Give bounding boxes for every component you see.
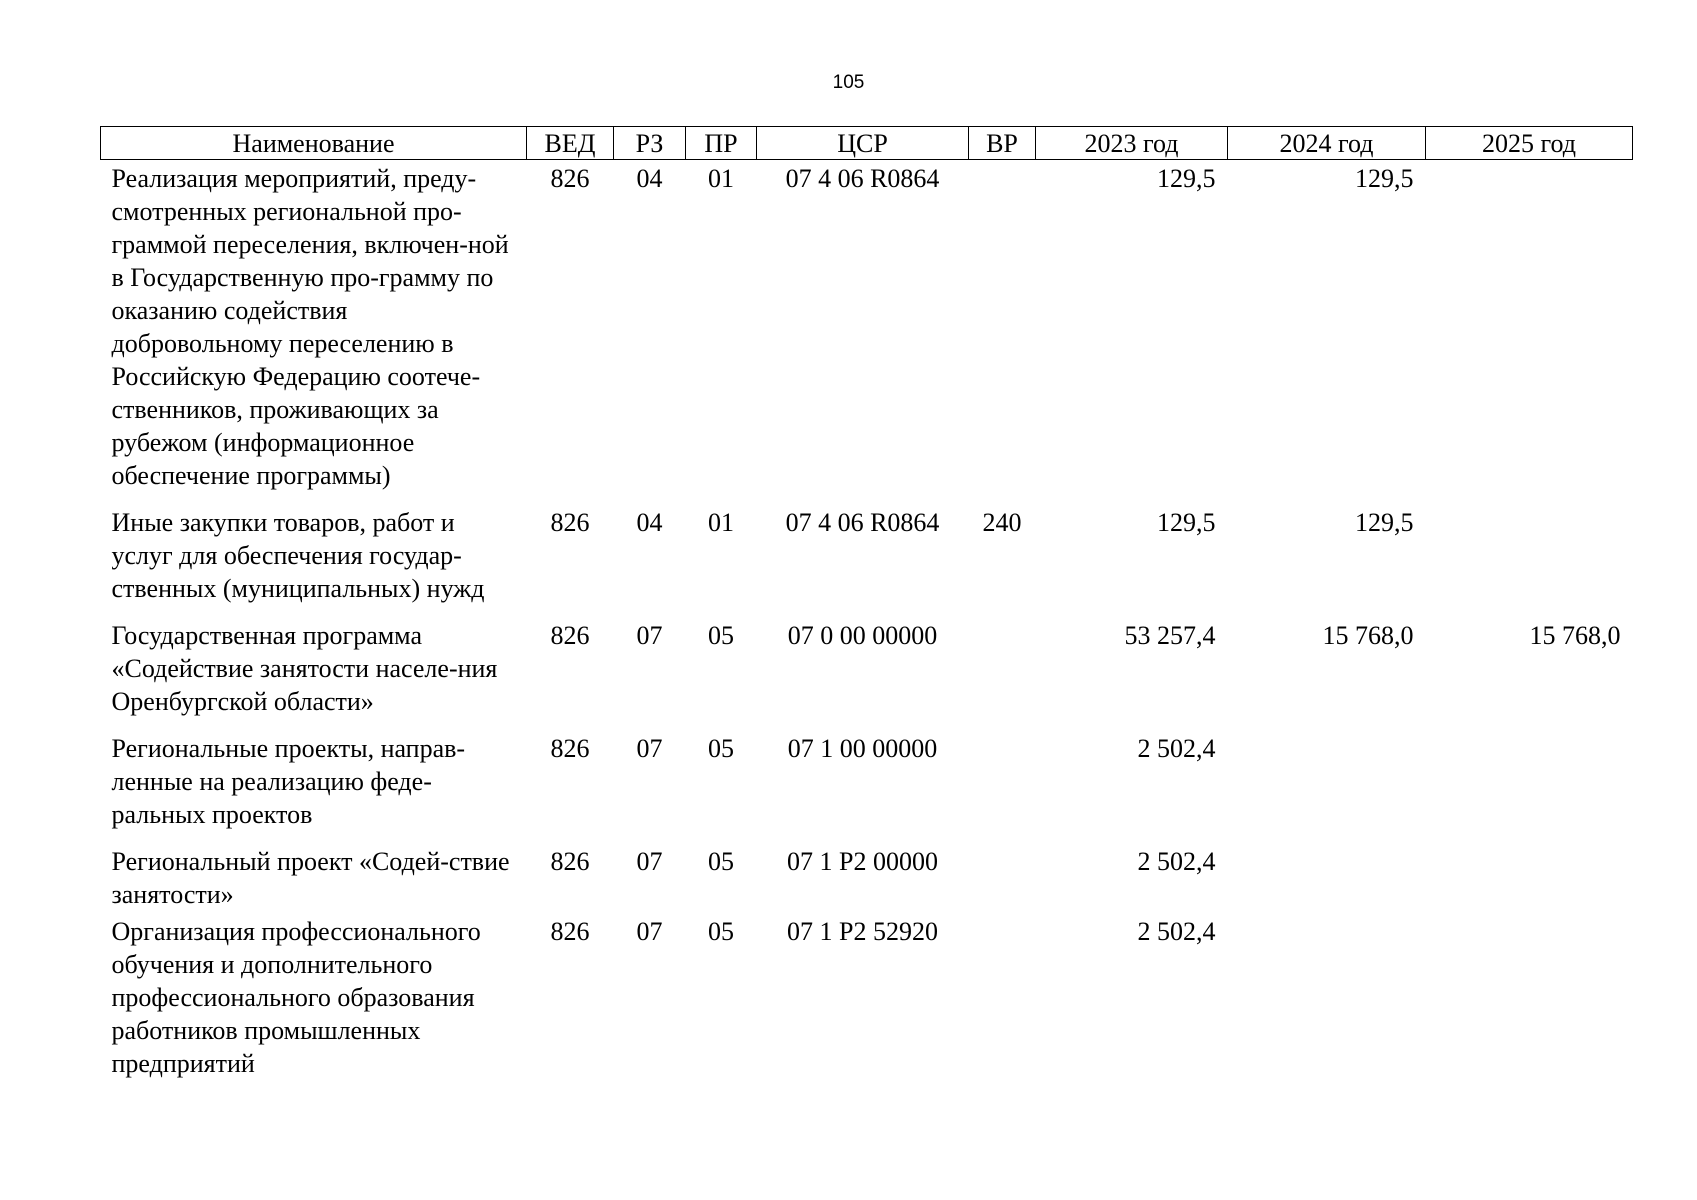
cell-rz: 07 xyxy=(636,734,663,763)
cell-ved: 826 xyxy=(550,847,590,876)
table-row xyxy=(101,619,1633,732)
cell-vr xyxy=(969,915,1036,1094)
cell-rz: 04 xyxy=(636,164,663,193)
cell-2023: 53 257,4 xyxy=(1124,621,1216,650)
cell-name: Региональный проект «Содей-ствие занятости» xyxy=(111,847,510,909)
cell-vr xyxy=(969,619,1036,732)
header-rz: РЗ xyxy=(614,127,686,160)
cell-name: Иные закупки товаров, работ и услуг для обеспечения государ-ственных (муниципальных) нужд xyxy=(111,508,485,603)
table-body xyxy=(101,160,1633,1095)
cell-name: Государственная программа «Содействие занятости населе-ния Оренбургской области» xyxy=(111,621,498,716)
cell-2024 xyxy=(1228,845,1426,915)
table-row xyxy=(101,845,1633,915)
cell-2023: 129,5 xyxy=(1157,508,1216,537)
cell-2025: 15 768,0 xyxy=(1529,621,1621,650)
cell-pr: 05 xyxy=(708,734,734,763)
cell-pr: 05 xyxy=(708,621,734,650)
page-number: 105 xyxy=(832,72,865,93)
header-vr: ВР xyxy=(969,127,1036,160)
header-name: Наименование xyxy=(101,127,527,160)
cell-2023: 2 502,4 xyxy=(1137,847,1216,876)
cell-2023: 2 502,4 xyxy=(1137,917,1216,946)
header-csr: ЦСР xyxy=(757,127,969,160)
cell-csr: 07 1 P2 00000 xyxy=(787,847,938,876)
header-2023: 2023 год xyxy=(1036,127,1228,160)
budget-table xyxy=(100,126,1633,1094)
cell-2023: 2 502,4 xyxy=(1137,734,1216,763)
cell-2025 xyxy=(1426,506,1633,619)
header-ved: ВЕД xyxy=(527,127,614,160)
cell-pr: 01 xyxy=(708,164,734,193)
table-header xyxy=(101,127,1633,160)
cell-csr: 07 4 06 R0864 xyxy=(785,508,940,537)
cell-ved: 826 xyxy=(550,917,590,946)
table-row xyxy=(101,160,1633,507)
cell-csr: 07 1 00 00000 xyxy=(787,734,938,763)
cell-ved: 826 xyxy=(550,734,590,763)
cell-vr xyxy=(969,845,1036,915)
cell-ved: 826 xyxy=(550,508,590,537)
cell-2023: 129,5 xyxy=(1157,164,1216,193)
cell-vr: 240 xyxy=(982,508,1022,537)
header-row xyxy=(101,127,1633,160)
cell-2024 xyxy=(1228,915,1426,1094)
cell-pr: 05 xyxy=(708,917,734,946)
table-row xyxy=(101,732,1633,845)
cell-pr: 01 xyxy=(708,508,734,537)
cell-2025 xyxy=(1426,160,1633,507)
header-2025: 2025 год xyxy=(1426,127,1633,160)
cell-name: Реализация мероприятий, преду-смотренных региональной про-граммой переселения, включен-ной в Государственную про-грамму по оказанию содействия добровольному переселению в Российскую Федерацию соотече-ственников, проживающих за рубежом (информационное обеспечение программы) xyxy=(111,164,509,490)
header-pr: ПР xyxy=(686,127,757,160)
cell-2024: 129,5 xyxy=(1355,508,1414,537)
table-row xyxy=(101,506,1633,619)
header-2024: 2024 год xyxy=(1228,127,1426,160)
cell-2024: 129,5 xyxy=(1355,164,1414,193)
cell-2025 xyxy=(1426,732,1633,845)
cell-rz: 07 xyxy=(636,917,663,946)
cell-vr xyxy=(969,732,1036,845)
table-row xyxy=(101,915,1633,1094)
cell-rz: 07 xyxy=(636,621,663,650)
cell-vr xyxy=(969,160,1036,507)
cell-2025 xyxy=(1426,845,1633,915)
cell-2024 xyxy=(1228,732,1426,845)
cell-csr: 07 4 06 R0864 xyxy=(785,164,940,193)
cell-csr: 07 1 P2 52920 xyxy=(787,917,938,946)
cell-rz: 07 xyxy=(636,847,663,876)
cell-csr: 07 0 00 00000 xyxy=(787,621,938,650)
cell-name: Организация профессионального обучения и дополнительного профессионального образования работников промышленных предприятий xyxy=(111,917,481,1078)
cell-ved: 826 xyxy=(550,621,590,650)
cell-ved: 826 xyxy=(550,164,590,193)
cell-2024: 15 768,0 xyxy=(1322,621,1414,650)
cell-name: Региональные проекты, направ-ленные на реализацию феде-ральных проектов xyxy=(111,734,466,829)
cell-rz: 04 xyxy=(636,508,663,537)
cell-pr: 05 xyxy=(708,847,734,876)
cell-2025 xyxy=(1426,915,1633,1094)
